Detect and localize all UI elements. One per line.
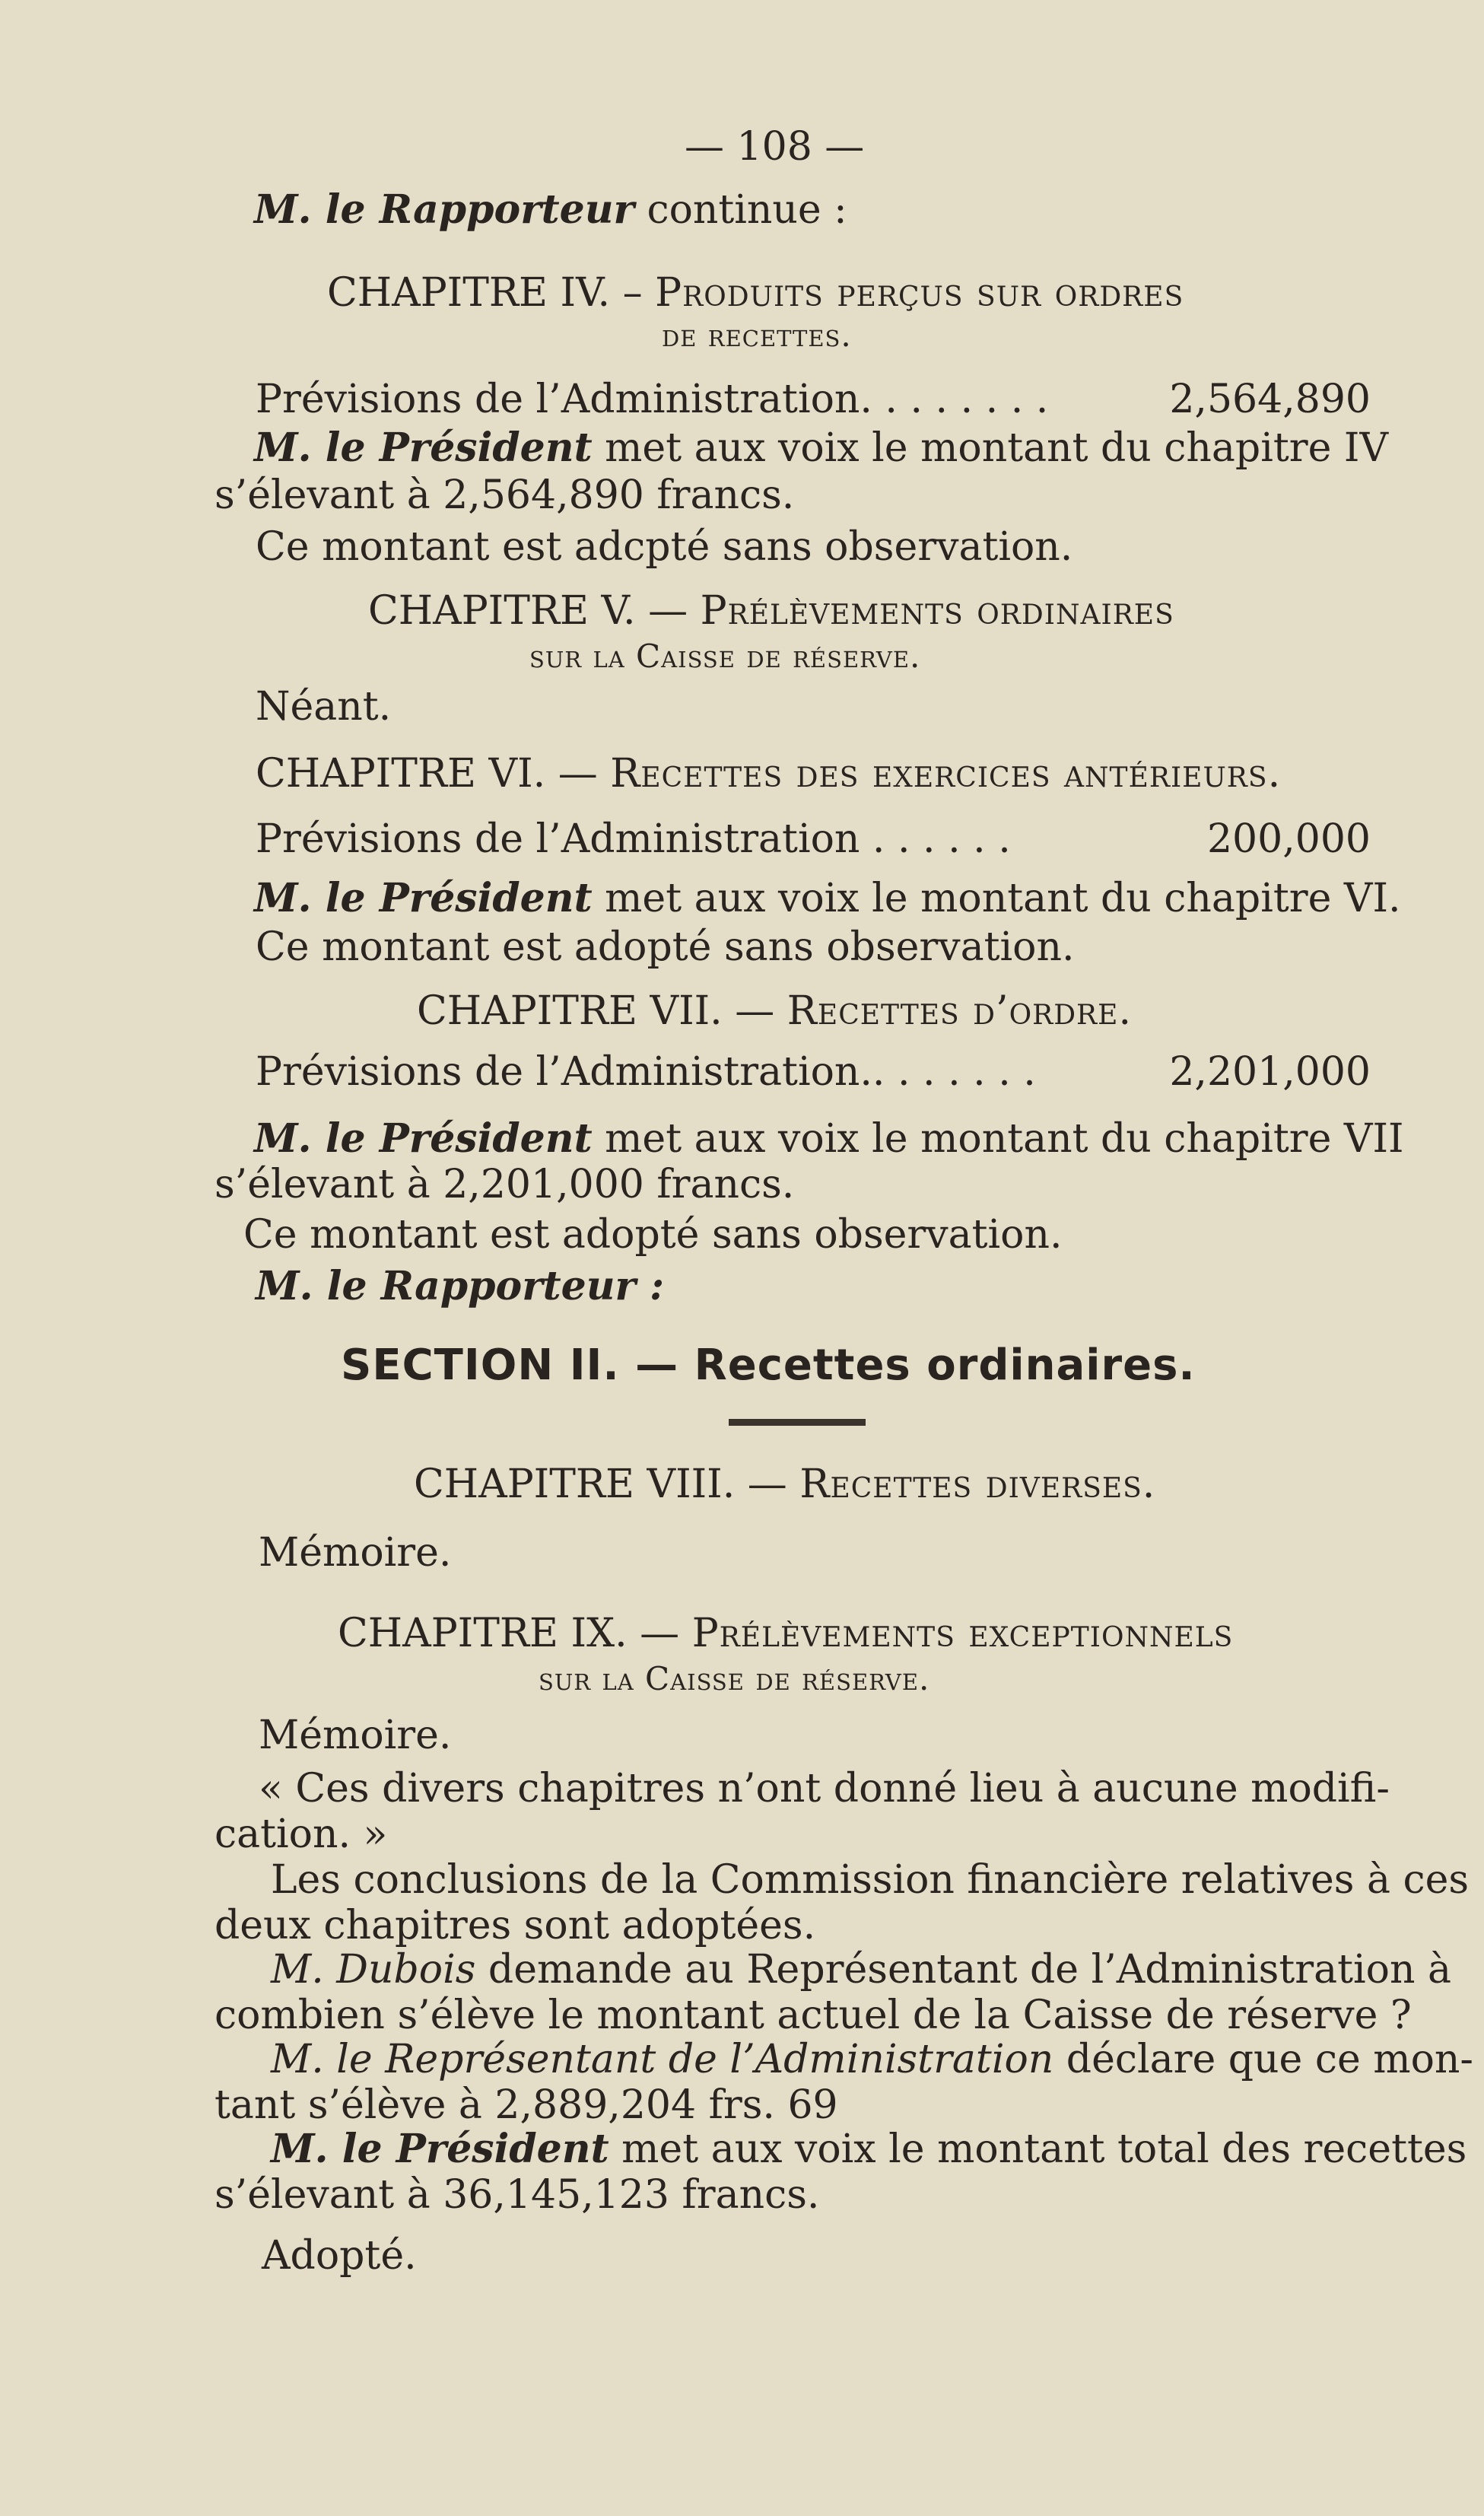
adopted: Adopté. (262, 2233, 417, 2279)
quote-line2: cation. » (214, 1811, 388, 1857)
forecast-label: Prévisions de l’Administration.. . . . . . . (256, 1049, 1036, 1095)
chapter-5-heading (368, 587, 1174, 635)
chapter-9-heading (338, 1610, 1233, 1657)
chapter-4-heading (327, 269, 1184, 316)
text: déclare que ce mon- (1053, 2037, 1473, 2082)
conclusions-line2: deux chapitres sont adoptées. (214, 1903, 816, 1948)
speaker-name: M. le Président (254, 1115, 593, 1162)
forecast-value: 200,000 (1206, 816, 1371, 862)
forecast-value: 2,564,890 (1169, 377, 1371, 422)
chapter-title: Prélèvements ordinaires (700, 588, 1174, 634)
forecast-label: Prévisions de l’Administration. . . . . . . . (256, 377, 1049, 422)
speaker-name: M. le Rapporteur (254, 186, 634, 233)
president-7-line1 (254, 1115, 1404, 1163)
rapporteur-line (254, 186, 847, 234)
text: demande au Représentant de l’Administration à (475, 1947, 1451, 1993)
chapter-label: CHAPITRE VI. — (256, 751, 611, 797)
forecast-row-7 (256, 1048, 1371, 1096)
speaker-name: M. le Président (254, 875, 593, 921)
chapter-label: CHAPITRE IV. – (327, 270, 656, 316)
chapter-label: CHAPITRE IX. — (338, 1611, 692, 1656)
text: met aux voix le montant du chapitre VII (592, 1116, 1404, 1162)
dubois-line2: combien s’élève le montant actuel de la Caisse de réserve ? (214, 1993, 1412, 2038)
president-4-line2: s’élevant à 2,564,890 francs. (214, 472, 795, 518)
chapter-4-subtitle: de recettes. (662, 316, 852, 354)
adoption-7: Ce montant est adopté sans observation. (243, 1212, 1063, 1258)
president-6-line (254, 875, 1401, 922)
text: met aux voix le montant total des recettes (609, 2126, 1467, 2172)
total-line1 (271, 2126, 1467, 2173)
chapter-label: CHAPITRE VII. — (417, 988, 787, 1034)
rapporteur-2: M. le Rapporteur : (256, 1263, 665, 1309)
speaker-name: M. le Président (254, 425, 593, 471)
dubois-line1 (271, 1946, 1451, 1993)
quote-line1: « Ces divers chapitres n’ont donné lieu à aucune modifi- (259, 1766, 1390, 1811)
text: met aux voix le montant du chapitre VI. (592, 876, 1401, 921)
section-2-heading: SECTION II. — Recettes ordinaires. (341, 1341, 1196, 1390)
president-7-line2: s’élevant à 2,201,000 francs. (214, 1162, 795, 1207)
chapter-5-subtitle: sur la Caisse de réserve. (529, 638, 921, 675)
text: continue : (634, 187, 847, 233)
representant-line1 (271, 2036, 1473, 2083)
chapter-title: Recettes diverses. (799, 1462, 1156, 1507)
neant: Néant. (256, 684, 392, 730)
forecast-row-6 (256, 816, 1371, 863)
total-line2: s’élevant à 36,145,123 francs. (214, 2172, 820, 2218)
chapter-label: CHAPITRE V. — (368, 588, 701, 634)
conclusions-line1: Les conclusions de la Commission financière relatives à ces (271, 1857, 1470, 1903)
adoption-4: Ce montant est adcpté sans observation. (256, 524, 1073, 570)
speaker-name: M. le Président (271, 2126, 609, 2172)
chapter-title: Produits perçus sur ordres (655, 270, 1184, 316)
adoption-6: Ce montant est adopté sans observation. (256, 924, 1075, 970)
section-divider (729, 1419, 866, 1426)
memoire-8: Mémoire. (259, 1530, 452, 1576)
forecast-value: 2,201,000 (1169, 1049, 1371, 1095)
chapter-8-heading (414, 1461, 1155, 1508)
speaker-name: M. Dubois (271, 1947, 476, 1993)
president-4-line1 (254, 425, 1388, 472)
chapter-label: CHAPITRE VIII. — (414, 1462, 800, 1507)
memoire-9: Mémoire. (259, 1713, 452, 1758)
forecast-label: Prévisions de l’Administration . . . . . . (256, 816, 1011, 862)
speaker-name: M. le Représentant de l’Administration (271, 2037, 1054, 2082)
chapter-title: Recettes des exercices antérieurs. (610, 751, 1282, 797)
chapter-title: Prélèvements exceptionnels (691, 1611, 1234, 1656)
chapter-7-heading (417, 988, 1132, 1035)
representant-line2: tant s’élève à 2,889,204 frs. 69 (214, 2082, 838, 2128)
chapter-9-subtitle: sur la Caisse de réserve. (539, 1660, 930, 1697)
page-number: — 108 — (685, 124, 865, 170)
text: met aux voix le montant du chapitre IV (592, 425, 1388, 471)
chapter-6-heading (256, 750, 1281, 797)
forecast-row-4 (256, 376, 1371, 423)
chapter-title: Recettes d’ordre. (786, 988, 1132, 1034)
